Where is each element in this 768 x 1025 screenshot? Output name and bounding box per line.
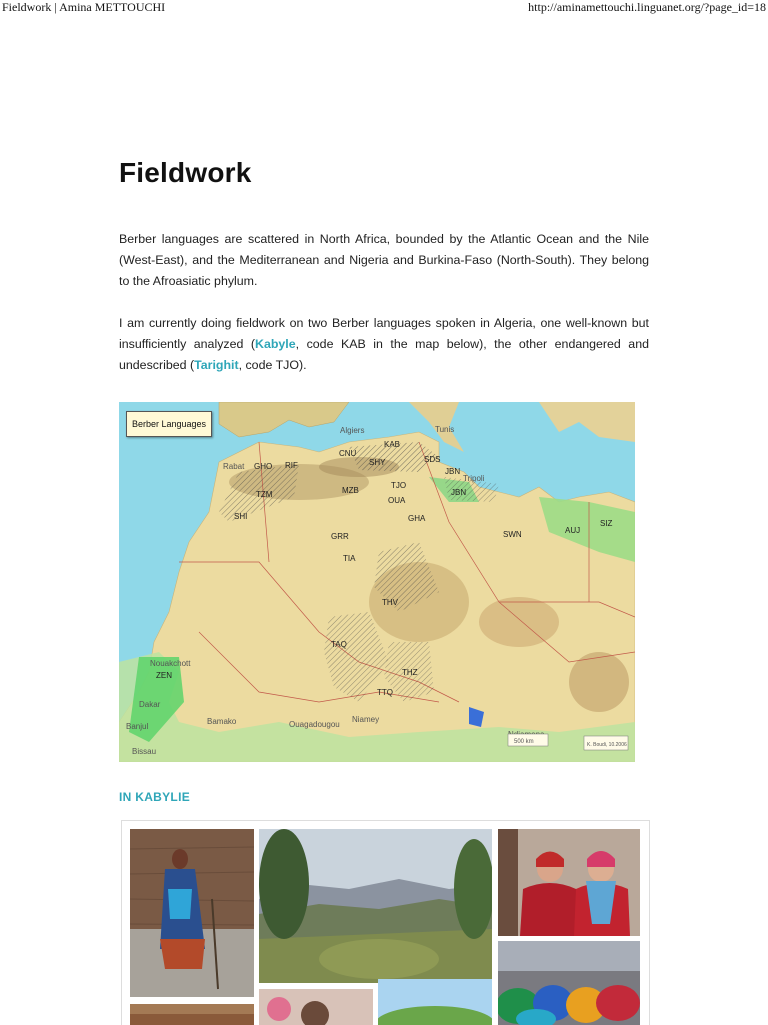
print-header bbox=[0, 0, 768, 14]
svg-text:Niamey: Niamey bbox=[352, 715, 380, 724]
svg-text:SDS: SDS bbox=[424, 455, 441, 464]
svg-text:TTQ: TTQ bbox=[377, 688, 393, 697]
svg-text:OUA: OUA bbox=[388, 496, 406, 505]
svg-text:JBN: JBN bbox=[451, 488, 467, 497]
kabyle-link[interactable]: Kabyle bbox=[255, 337, 296, 351]
svg-text:GHO: GHO bbox=[254, 462, 273, 471]
svg-text:SHI: SHI bbox=[234, 512, 248, 521]
photo-market[interactable] bbox=[498, 941, 640, 1025]
svg-text:THV: THV bbox=[382, 598, 398, 607]
svg-text:MZB: MZB bbox=[342, 486, 359, 495]
svg-text:SWN: SWN bbox=[503, 530, 522, 539]
photo-bottom-1[interactable] bbox=[130, 1004, 254, 1025]
svg-text:Bamako: Bamako bbox=[207, 717, 237, 726]
svg-text:TJO: TJO bbox=[391, 481, 407, 490]
svg-text:Tunis: Tunis bbox=[435, 425, 455, 434]
fieldwork-text-a: I am currently doing fieldwork on two Berber languages spoken in Algeria, one well-known but insufficiently analyzed ( bbox=[119, 316, 649, 351]
svg-text:Ouagadougou: Ouagadougou bbox=[289, 720, 340, 729]
svg-text:AUJ: AUJ bbox=[565, 526, 581, 535]
svg-text:Tripoli: Tripoli bbox=[463, 474, 485, 483]
intro-paragraph: Berber languages are scattered in North Africa, bounded by the Atlantic Ocean and the Nile (West-East), and the Mediterranean and Nigeria and Burkina-Faso (North-South). They belong to the Afroasiatic phylum. bbox=[119, 232, 649, 288]
svg-text:JBN: JBN bbox=[445, 467, 461, 476]
photo-kabyle-woman[interactable] bbox=[130, 829, 254, 997]
photo-bottom-3[interactable] bbox=[378, 979, 492, 1025]
svg-text:KAB: KAB bbox=[384, 440, 401, 449]
svg-text:Bissau: Bissau bbox=[132, 747, 157, 756]
svg-text:Algiers: Algiers bbox=[340, 426, 365, 435]
svg-text:TAQ: TAQ bbox=[331, 640, 347, 649]
svg-text:Nouakchott: Nouakchott bbox=[150, 659, 191, 668]
svg-text:ZEN: ZEN bbox=[156, 671, 172, 680]
berber-languages-map bbox=[119, 402, 635, 762]
svg-text:SHY: SHY bbox=[369, 458, 386, 467]
svg-text:K. Boudi, 10.2006: K. Boudi, 10.2006 bbox=[587, 742, 627, 748]
svg-text:CNU: CNU bbox=[339, 449, 357, 458]
svg-text:500 km: 500 km bbox=[514, 739, 534, 745]
svg-text:RIF: RIF bbox=[285, 461, 298, 470]
fieldwork-text-b: , code KAB in the map below), the other endangered and undescribed ( bbox=[119, 337, 649, 372]
svg-text:TZM: TZM bbox=[256, 490, 273, 499]
page-title: Fieldwork bbox=[119, 157, 252, 188]
fieldwork-text-c: , code TJO). bbox=[238, 358, 307, 372]
svg-text:Rabat: Rabat bbox=[223, 462, 245, 471]
svg-text:Banjul: Banjul bbox=[126, 722, 149, 731]
svg-text:Dakar: Dakar bbox=[139, 700, 161, 709]
svg-text:GRR: GRR bbox=[331, 532, 349, 541]
svg-text:THZ: THZ bbox=[402, 668, 418, 677]
print-header-title: Fieldwork | Amina METTOUCHI bbox=[2, 0, 166, 14]
photo-two-women[interactable] bbox=[498, 829, 640, 936]
photo-bottom-2[interactable] bbox=[259, 989, 373, 1025]
print-header-url: http://aminamettouchi.linguanet.org/?page_id=18 bbox=[528, 0, 766, 14]
map-legend: Berber Languages bbox=[126, 411, 212, 437]
photo-kabylie-landscape[interactable] bbox=[259, 829, 492, 983]
section-heading-kabylie: IN KABYLIE bbox=[119, 790, 191, 804]
fieldwork-paragraph bbox=[119, 313, 649, 376]
svg-text:GHA: GHA bbox=[408, 514, 426, 523]
map-graphic bbox=[119, 402, 635, 762]
tarighit-link[interactable]: Tarighit bbox=[194, 358, 239, 372]
photo-gallery bbox=[121, 820, 650, 1025]
svg-text:SIZ: SIZ bbox=[600, 519, 613, 528]
svg-text:TIA: TIA bbox=[343, 554, 356, 563]
